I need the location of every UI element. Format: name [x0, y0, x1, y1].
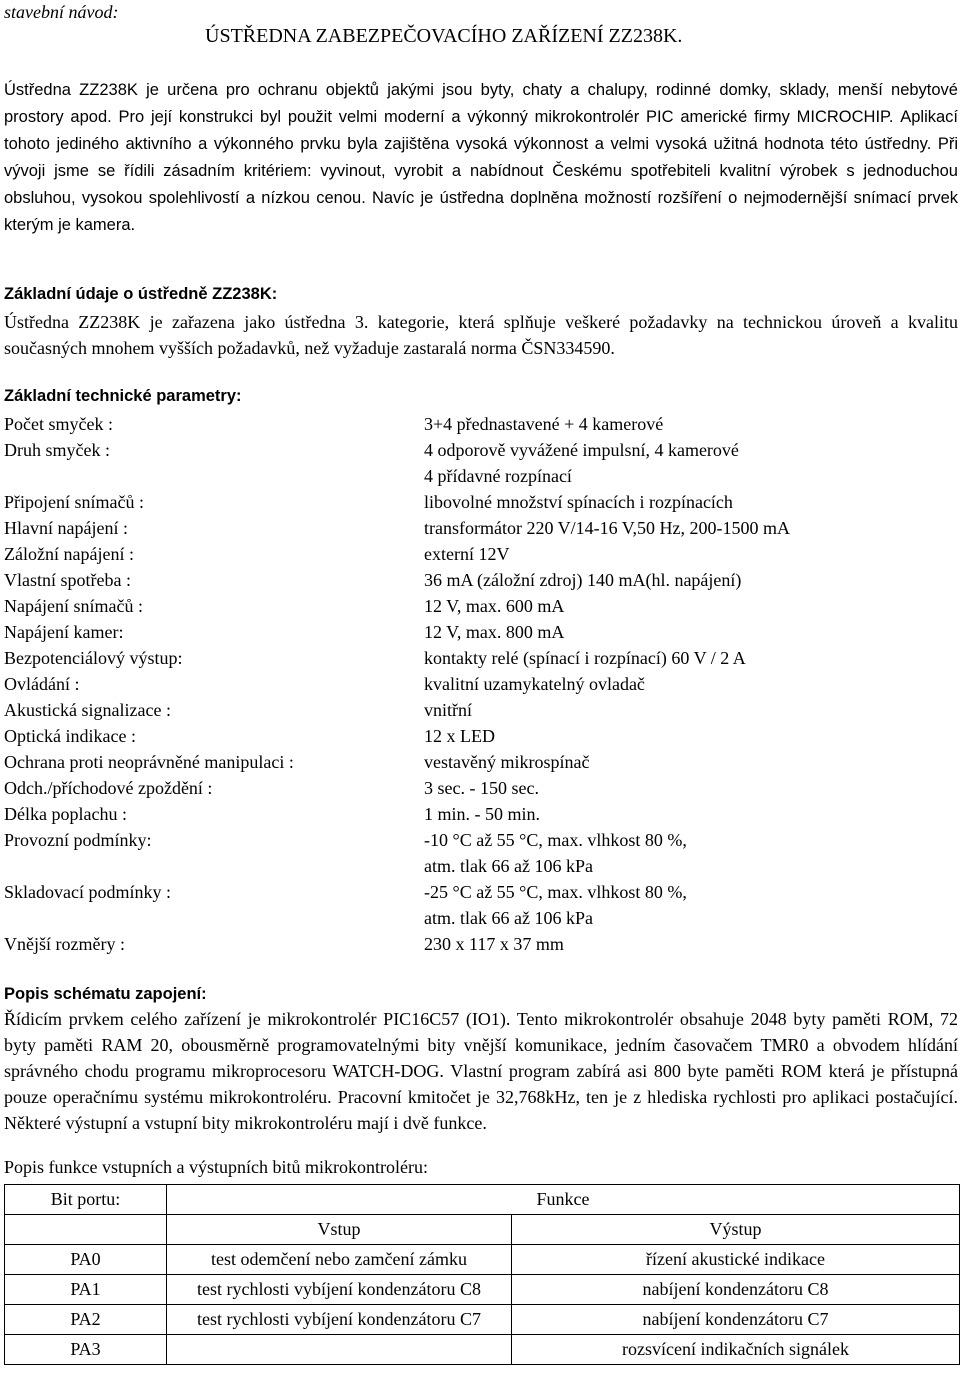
parameter-value: 36 mA (záložní zdroj) 140 mA(hl. napájení) [424, 570, 742, 590]
col-port-sub-empty [5, 1215, 167, 1245]
parameter-value: 4 přídavné rozpínací [424, 466, 572, 486]
parameter-label: Vnější rozměry : [4, 934, 125, 954]
output-cell: rozsvícení indikačních signálek [512, 1335, 960, 1365]
intro-part-2: Aplikací tohoto jediného aktivního a výkonného prvku byla zajištěna vysoká výkonnost a velmi vysoká užitná hodnota této ústředny. [4, 108, 959, 153]
parameter-row [4, 697, 958, 723]
input-cell: test rychlosti vybíjení kondenzátoru C7 [167, 1305, 512, 1335]
parameter-label: Akustická signalizace : [4, 700, 171, 720]
parameter-value: -10 °C až 55 °C, max. vlhkost 80 %, [424, 830, 687, 850]
table-row [5, 1305, 960, 1335]
schema-paragraph: Řídicím prvkem celého zařízení je mikrokontrolér PIC16C57 (IO1). Tento mikrokontrolér obsahuje 2048 byty paměti ROM, 72 byty paměti RAM 20, obousměrně programovatelnými bity vnější komunikace, jedním časovačem TMR0 a obvodem hlídání správného chodu programu mikroprocesoru WATCH-DOG. Vlastní program zabírá asi 800 byte paměti ROM která je přístupná pouze operačnímu systému mikrokontroléru. Pracovní kmitočet je 32,768kHz, ten je z hlediska rychlosti pro aplikaci postačující. Některé výstupní a vstupní bity mikrokontroléru mají i dvě funkce. [4, 1009, 958, 1133]
parameter-row [4, 489, 958, 515]
input-cell [167, 1335, 512, 1365]
parameter-label: Záložní napájení : [4, 544, 134, 564]
basic-heading-text: Základní údaje o ústředně ZZ238K: [4, 285, 278, 303]
basic-paragraph: Ústředna ZZ238K je zařazena jako ústředna 3. kategorie, která splňuje veškeré požadavky na technickou úroveň a kvalitu současných mnohem vyšších požadavků, než vyžaduje zastaralá norma ČSN334590. [4, 312, 958, 358]
parameter-value: vnitřní [424, 700, 472, 720]
parameter-value: 230 x 117 x 37 mm [424, 934, 564, 954]
parameter-label: Ovládání : [4, 674, 80, 694]
parameter-row [4, 463, 958, 489]
parameter-label: Počet smyček : [4, 414, 113, 434]
basic-heading [4, 283, 277, 304]
tech-heading [4, 385, 242, 406]
ports-heading: Popis funkce vstupních a výstupních bitů mikrokontroléru: [4, 1157, 428, 1177]
parameter-label: Hlavní napájení : [4, 518, 128, 538]
parameter-label: Odch./příchodové zpoždění : [4, 778, 213, 798]
intro-paragraph [4, 76, 958, 238]
parameter-row [4, 905, 958, 931]
parameter-label: Druh smyček : [4, 440, 110, 460]
parameter-value: 12 V, max. 800 mA [424, 622, 565, 642]
parameter-row [4, 645, 958, 671]
parameter-label [4, 905, 424, 931]
parameter-value: -25 °C až 55 °C, max. vlhkost 80 %, [424, 882, 687, 902]
parameter-value: kvalitní uzamykatelný ovladač [424, 674, 645, 694]
parameter-value: libovolné množství spínacích i rozpínacích [424, 492, 733, 512]
tech-heading-text: Základní technické parametry: [4, 387, 242, 405]
parameter-row [4, 827, 958, 853]
ports-table [4, 1184, 960, 1365]
parameter-value: 4 odporově vyvážené impulsní, 4 kamerové [424, 440, 739, 460]
parameter-label: Připojení snímačů : [4, 492, 144, 512]
parameter-value: kontakty relé (spínací i rozpínací) 60 V / 2 A [424, 648, 746, 668]
parameter-value: 3 sec. - 150 sec. [424, 778, 539, 798]
parameter-label: Napájení snímačů : [4, 596, 143, 616]
document-title: ÚSTŘEDNA ZABEZPEČOVACÍHO ZAŘÍZENÍ ZZ238K. [205, 25, 683, 47]
parameter-value: externí 12V [424, 544, 510, 564]
col-in-header: Vstup [167, 1215, 512, 1245]
parameter-label: Skladovací podmínky : [4, 882, 171, 902]
parameters-list [4, 411, 958, 957]
parameter-value: atm. tlak 66 až 106 kPa [424, 908, 593, 928]
parameter-row [4, 801, 958, 827]
parameter-row [4, 619, 958, 645]
parameter-label: Ochrana proti neoprávněné manipulaci : [4, 752, 294, 772]
parameter-label: Délka poplachu : [4, 804, 127, 824]
parameter-label: Vlastní spotřeba : [4, 570, 131, 590]
intro-part-3: Při vývoji jsme se řídili zásadním kritériem: vyvinout, vyrobit a nabídnout Českému spotřebiteli kvalitní výrobek s jednoduchou obsluhou, vysokou spolehlivostí a nízkou cenou. [4, 135, 958, 207]
port-cell: PA1 [5, 1275, 167, 1305]
table-subheader-row [5, 1215, 960, 1245]
input-cell: test odemčení nebo zamčení zámku [167, 1245, 512, 1275]
col-port-header: Bit portu: [5, 1185, 167, 1215]
table-row [5, 1335, 960, 1365]
parameter-value: transformátor 220 V/14-16 V,50 Hz, 200-1500 mA [424, 518, 790, 538]
parameter-label [4, 853, 424, 879]
input-cell: test rychlosti vybíjení kondenzátoru C8 [167, 1275, 512, 1305]
document-kicker: stavební návod: [4, 2, 119, 22]
output-cell: nabíjení kondenzátoru C7 [512, 1305, 960, 1335]
parameter-row [4, 879, 958, 905]
port-cell: PA0 [5, 1245, 167, 1275]
parameter-row [4, 541, 958, 567]
intro-part-1: Ústředna ZZ238K je určena pro ochranu objektů jakými jsou byty, chaty a chalupy, rodinné domky, sklady, menší nebytové prostory apod. Pro její konstrukci byl použit velmi moderní a výkonný mikrokontrolér PIC americké firmy MICROCHIP. [4, 81, 958, 126]
parameter-label: Napájení kamer: [4, 622, 124, 642]
schema-heading-text: Popis schématu zapojení: [4, 985, 207, 1003]
parameter-label: Bezpotenciálový výstup: [4, 648, 183, 668]
parameter-row [4, 749, 958, 775]
parameter-label [4, 463, 424, 489]
parameter-label: Provozní podmínky: [4, 830, 152, 850]
col-out-header: Výstup [512, 1215, 960, 1245]
table-row [5, 1245, 960, 1275]
parameter-row [4, 671, 958, 697]
schema-heading [4, 983, 207, 1004]
output-cell: řízení akustické indikace [512, 1245, 960, 1275]
output-cell: nabíjení kondenzátoru C8 [512, 1275, 960, 1305]
parameter-value: atm. tlak 66 až 106 kPa [424, 856, 593, 876]
port-cell: PA2 [5, 1305, 167, 1335]
parameter-row [4, 853, 958, 879]
port-cell: PA3 [5, 1335, 167, 1365]
parameter-row [4, 931, 958, 957]
parameter-row [4, 515, 958, 541]
parameter-row [4, 411, 958, 437]
parameter-row [4, 723, 958, 749]
parameter-row [4, 593, 958, 619]
parameter-row [4, 775, 958, 801]
parameter-value: 12 V, max. 600 mA [424, 596, 565, 616]
parameter-label: Optická indikace : [4, 726, 136, 746]
table-header-row [5, 1185, 960, 1215]
parameter-value: 3+4 přednastavené + 4 kamerové [424, 414, 664, 434]
intro-part-4: Navíc je ústředna doplněna možností rozšíření o nejmodernější snímací prvek kterým je kamera. [4, 189, 959, 234]
table-row [5, 1275, 960, 1305]
parameter-value: vestavěný mikrospínač [424, 752, 590, 772]
col-function-header: Funkce [167, 1185, 960, 1215]
parameter-value: 12 x LED [424, 726, 495, 746]
parameter-row [4, 437, 958, 463]
parameter-value: 1 min. - 50 min. [424, 804, 540, 824]
parameter-row [4, 567, 958, 593]
